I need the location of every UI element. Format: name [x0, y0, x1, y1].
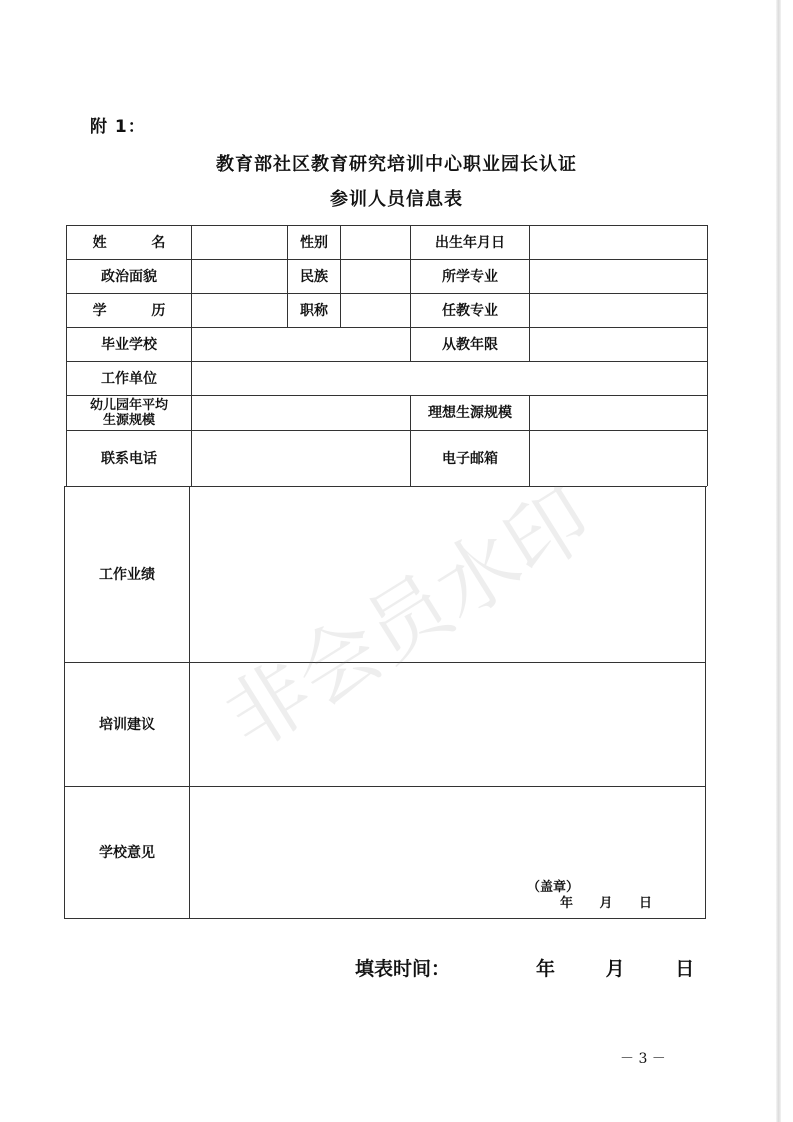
input-work-unit[interactable]	[192, 362, 707, 395]
label-phone: 联系电话	[101, 450, 157, 467]
input-training-suggestions[interactable]	[190, 663, 705, 786]
label-graduate-school: 毕业学校	[101, 336, 157, 353]
input-graduate-school[interactable]	[192, 328, 410, 361]
label-name: 姓 名	[92, 234, 186, 251]
input-years-teaching[interactable]	[530, 328, 707, 361]
label-average-enrollment-line1: 幼儿园年平均	[89, 398, 168, 413]
input-gender[interactable]	[341, 226, 410, 259]
input-political-status[interactable]	[192, 260, 287, 293]
input-major[interactable]	[530, 260, 707, 293]
label-major: 所学专业	[442, 268, 498, 285]
form-subtitle: 参训人员信息表	[330, 189, 463, 210]
label-teaching-major: 任教专业	[442, 302, 498, 319]
annex-label: 附 1：	[90, 117, 146, 137]
label-training-suggestions: 培训建议	[99, 716, 155, 733]
input-average-enrollment[interactable]	[192, 396, 410, 430]
input-professional-title[interactable]	[341, 294, 410, 327]
label-political-status: 政治面貌	[101, 268, 157, 285]
label-ethnicity: 民族	[300, 268, 328, 285]
label-gender: 性别	[300, 234, 328, 251]
input-ideal-enrollment[interactable]	[530, 396, 707, 430]
label-work-achievements: 工作业绩	[99, 566, 155, 583]
input-email[interactable]	[530, 431, 707, 486]
input-birth-date[interactable]	[530, 226, 707, 259]
fill-time-date: 年 月 日	[536, 958, 695, 980]
label-years-teaching: 从教年限	[442, 336, 498, 353]
page-number: － 3 －	[620, 1051, 666, 1067]
watermark: 非会员水印	[209, 470, 608, 769]
label-education: 学 历	[92, 302, 186, 319]
form-title: 教育部社区教育研究培训中心职业园长认证	[216, 154, 577, 175]
input-ethnicity[interactable]	[341, 260, 410, 293]
input-work-achievements[interactable]	[190, 487, 705, 662]
input-name[interactable]	[192, 226, 287, 259]
fill-time-label: 填表时间：	[355, 958, 451, 980]
seal-label: （盖章）	[527, 880, 580, 895]
label-average-enrollment	[67, 396, 191, 430]
label-school-opinion: 学校意见	[99, 844, 155, 861]
input-phone[interactable]	[192, 431, 410, 486]
label-birth-date: 出生年月日	[435, 234, 505, 251]
label-ideal-enrollment: 理想生源规模	[428, 405, 512, 421]
input-teaching-major[interactable]	[530, 294, 707, 327]
label-work-unit: 工作单位	[101, 370, 157, 387]
label-professional-title: 职称	[300, 302, 328, 319]
label-average-enrollment-line2: 生源规模	[102, 413, 155, 428]
input-education[interactable]	[192, 294, 287, 327]
label-email: 电子邮箱	[442, 450, 498, 467]
opinion-sign-date: 年 月 日	[560, 896, 653, 911]
